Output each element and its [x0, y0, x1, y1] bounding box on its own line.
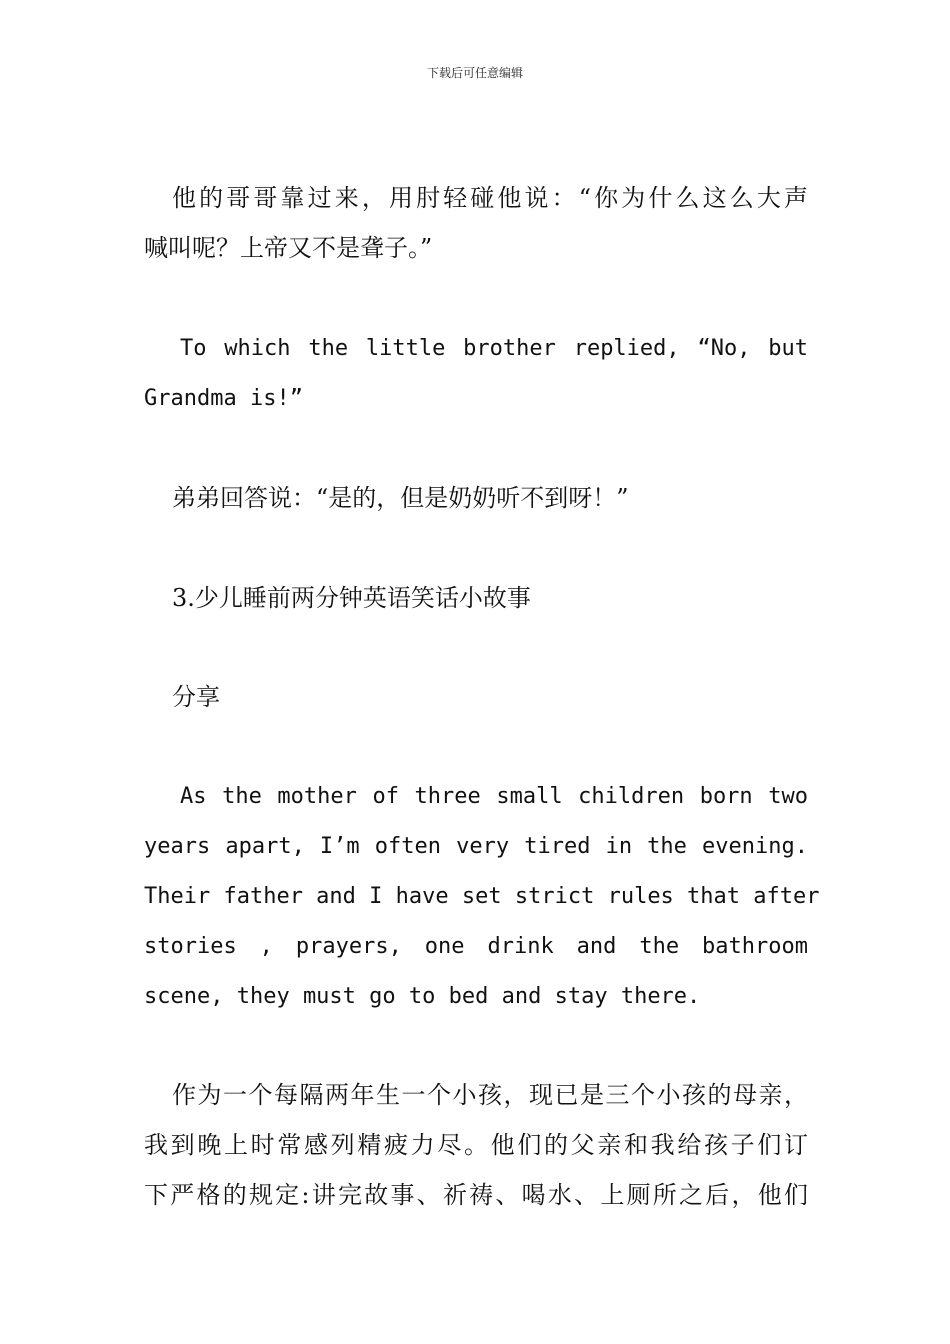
paragraph-mother-story-en: [144, 772, 820, 1022]
text-line: Their father and I have set strict rules that after: [144, 884, 820, 909]
paragraph-brother-reply-zh: [144, 473, 808, 523]
text-line: 我到晚上时常感列精疲力尽。他们的父亲和我给孩子们订: [144, 1131, 808, 1159]
section-title: 3.少儿睡前两分钟英语笑话小故事: [172, 584, 531, 612]
paragraph-mother-story-zh: [144, 1070, 808, 1220]
text-line: stories , prayers, one drink and the bathroom: [144, 934, 808, 959]
text-line: years apart, I’m often very tired in the evening.: [144, 834, 808, 859]
page-header: 下载后可任意编辑: [426, 66, 523, 80]
text-line: 喊叫呢？上帝又不是聋子。”: [144, 234, 433, 262]
text-line: 他的哥哥靠过来，用肘轻碰他说：“你为什么这么大声: [172, 184, 808, 212]
text-line: To which the little brother replied, “No, but: [180, 336, 808, 361]
paragraph-brother-question: [144, 173, 808, 273]
section-subtitle: 分享: [172, 683, 220, 711]
text-line: 作为一个每隔两年生一个小孩，现已是三个小孩的母亲，: [172, 1081, 808, 1109]
text-line: 弟弟回答说：“是的，但是奶奶听不到呀！”: [172, 484, 629, 512]
text-line: As the mother of three small children born two: [180, 784, 808, 809]
text-line: 下严格的规定:讲完故事、祈祷、喝水、上厕所之后，他们: [144, 1181, 808, 1209]
text-line: Grandma is!”: [144, 386, 303, 411]
text-line: scene, they must go to bed and stay there.: [144, 984, 701, 1009]
section-heading: [144, 573, 808, 623]
paragraph-brother-reply-en: [144, 324, 808, 424]
section-subheading: [144, 672, 808, 722]
